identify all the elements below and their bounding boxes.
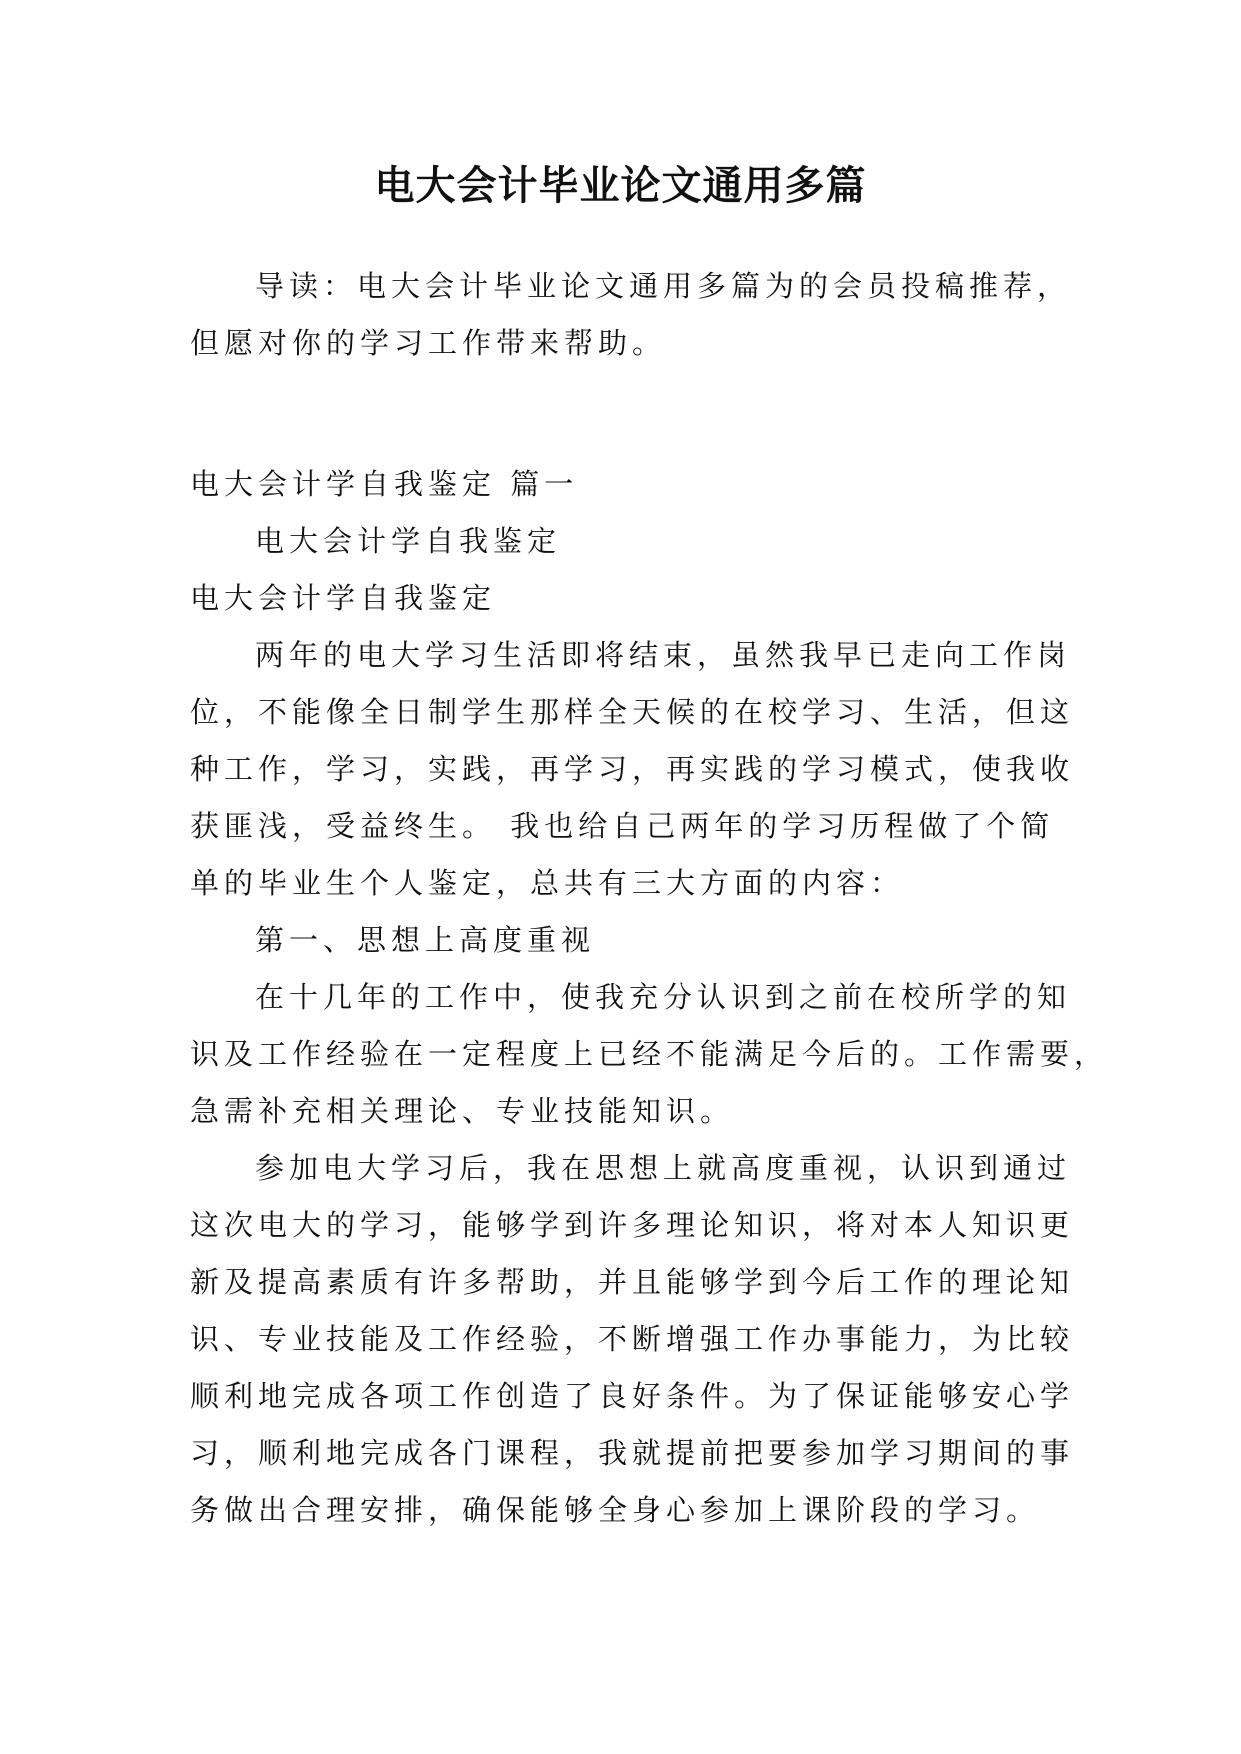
paragraph-3-line-6: 习，顺利地完成各门课程，我就提前把要参加学习期间的事 — [190, 1436, 1075, 1470]
paragraph-3-line-7: 务做出合理安排，确保能够全身心参加上课阶段的学习。 — [190, 1493, 1041, 1527]
paragraph-3-line-2: 这次电大的学习，能够学到许多理论知识，将对本人知识更 — [190, 1208, 1075, 1242]
paragraph-3-line-3: 新及提高素质有许多帮助，并且能够学到今后工作的理论知 — [190, 1265, 1075, 1299]
paragraph-1-line-5: 单的毕业生个人鉴定，总共有三大方面的内容： — [190, 866, 905, 900]
intro-line-1: 导读：电大会计毕业论文通用多篇为的会员投稿推荐， — [255, 269, 1072, 303]
paragraph-3-line-1: 参加电大学习后，我在思想上就高度重视，认识到通过 — [255, 1151, 1072, 1185]
paragraph-1-line-4: 获匪浅，受益终生。 我也给自己两年的学习历程做了个简 — [190, 809, 1055, 843]
paragraph-1-line-2: 位，不能像全日制学生那样全天候的在校学习、生活，但这 — [190, 695, 1075, 729]
paragraph-3-line-5: 顺利地完成各项工作创造了良好条件。为了保证能够安心学 — [190, 1379, 1075, 1413]
paragraph-2-line-3: 急需补充相关理论、专业技能知识。 — [190, 1094, 735, 1128]
paragraph-1-line-3: 种工作，学习，实践，再学习，再实践的学习模式，使我收 — [190, 752, 1075, 786]
document-title: 电大会计毕业论文通用多篇 — [374, 163, 867, 209]
paragraph-1-line-1: 两年的电大学习生活即将结束，虽然我早已走向工作岗 — [255, 638, 1072, 672]
intro-line-2: 但愿对你的学习工作带来帮助。 — [190, 326, 667, 360]
subheading: 电大会计学自我鉴定 — [255, 524, 562, 558]
point-heading: 第一、思想上高度重视 — [255, 923, 596, 957]
section-heading: 电大会计学自我鉴定 篇一 — [190, 467, 579, 501]
subheading-repeat: 电大会计学自我鉴定 — [190, 581, 497, 615]
paragraph-2-line-1: 在十几年的工作中，使我充分认识到之前在校所学的知 — [255, 980, 1072, 1014]
paragraph-3-line-4: 识、专业技能及工作经验，不断增强工作办事能力，为比较 — [190, 1322, 1075, 1356]
paragraph-2-line-2: 识及工作经验在一定程度上已经不能满足今后的。工作需要， — [190, 1037, 1109, 1071]
